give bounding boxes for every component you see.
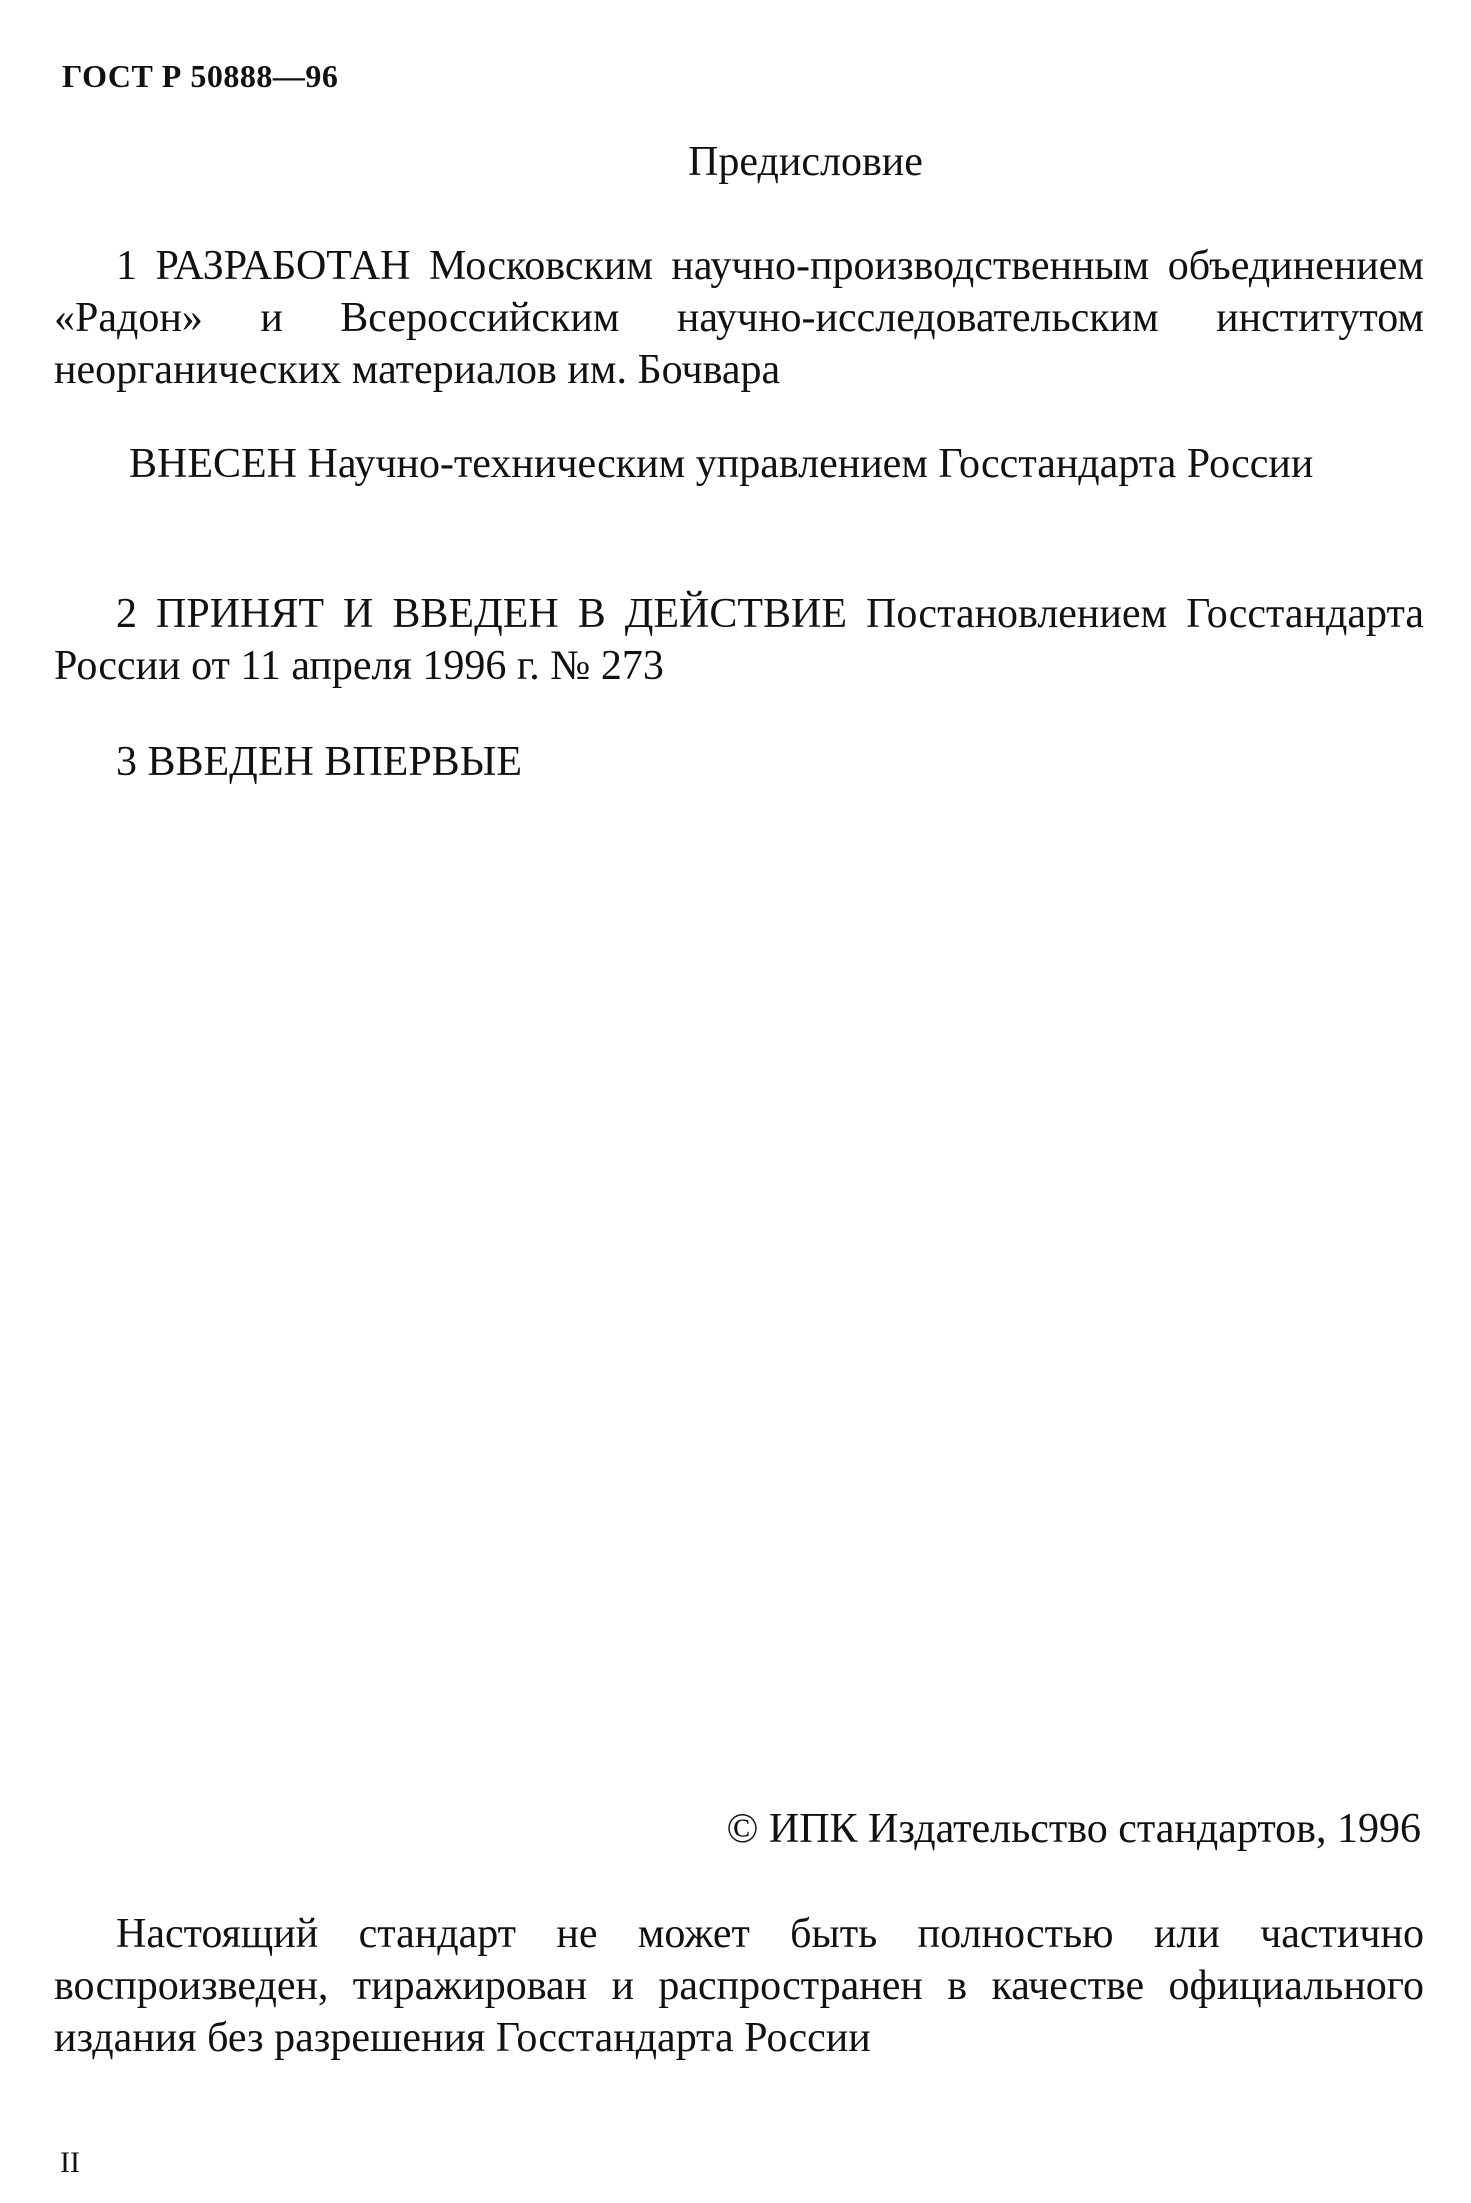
- paragraph-developed-by: 1 РАЗРАБОТАН Московским научно-производственным объединением «Радон» и Всероссийским научно-исследовательским институтом неорганических материалов им. Бочвара: [54, 243, 1424, 393]
- paragraph-adopted: 2 ПРИНЯТ И ВВЕДЕН В ДЕЙСТВИЕ Постановлением Госстандарта России от 11 апреля 1996 г. № 273: [54, 591, 1424, 689]
- reproduction-notice: Настоящий стандарт не может быть полностью или частично воспроизведен, тиражирован и распространен в качестве официального издания без разрешения Госстандарта России: [54, 1911, 1424, 2061]
- copyright-line: © ИПК Издательство стандартов, 1996: [726, 1806, 1421, 1852]
- paragraph-submitted-by: ВНЕСЕН Научно-техническим управлением Госстандарта России: [129, 441, 1314, 487]
- paragraph-introduced-first: 3 ВВЕДЕН ВПЕРВЫЕ: [116, 739, 522, 785]
- page-number: II: [60, 2146, 80, 2179]
- page-title: Предисловие: [688, 139, 923, 185]
- document-code: ГОСТ Р 50888—96: [62, 58, 339, 94]
